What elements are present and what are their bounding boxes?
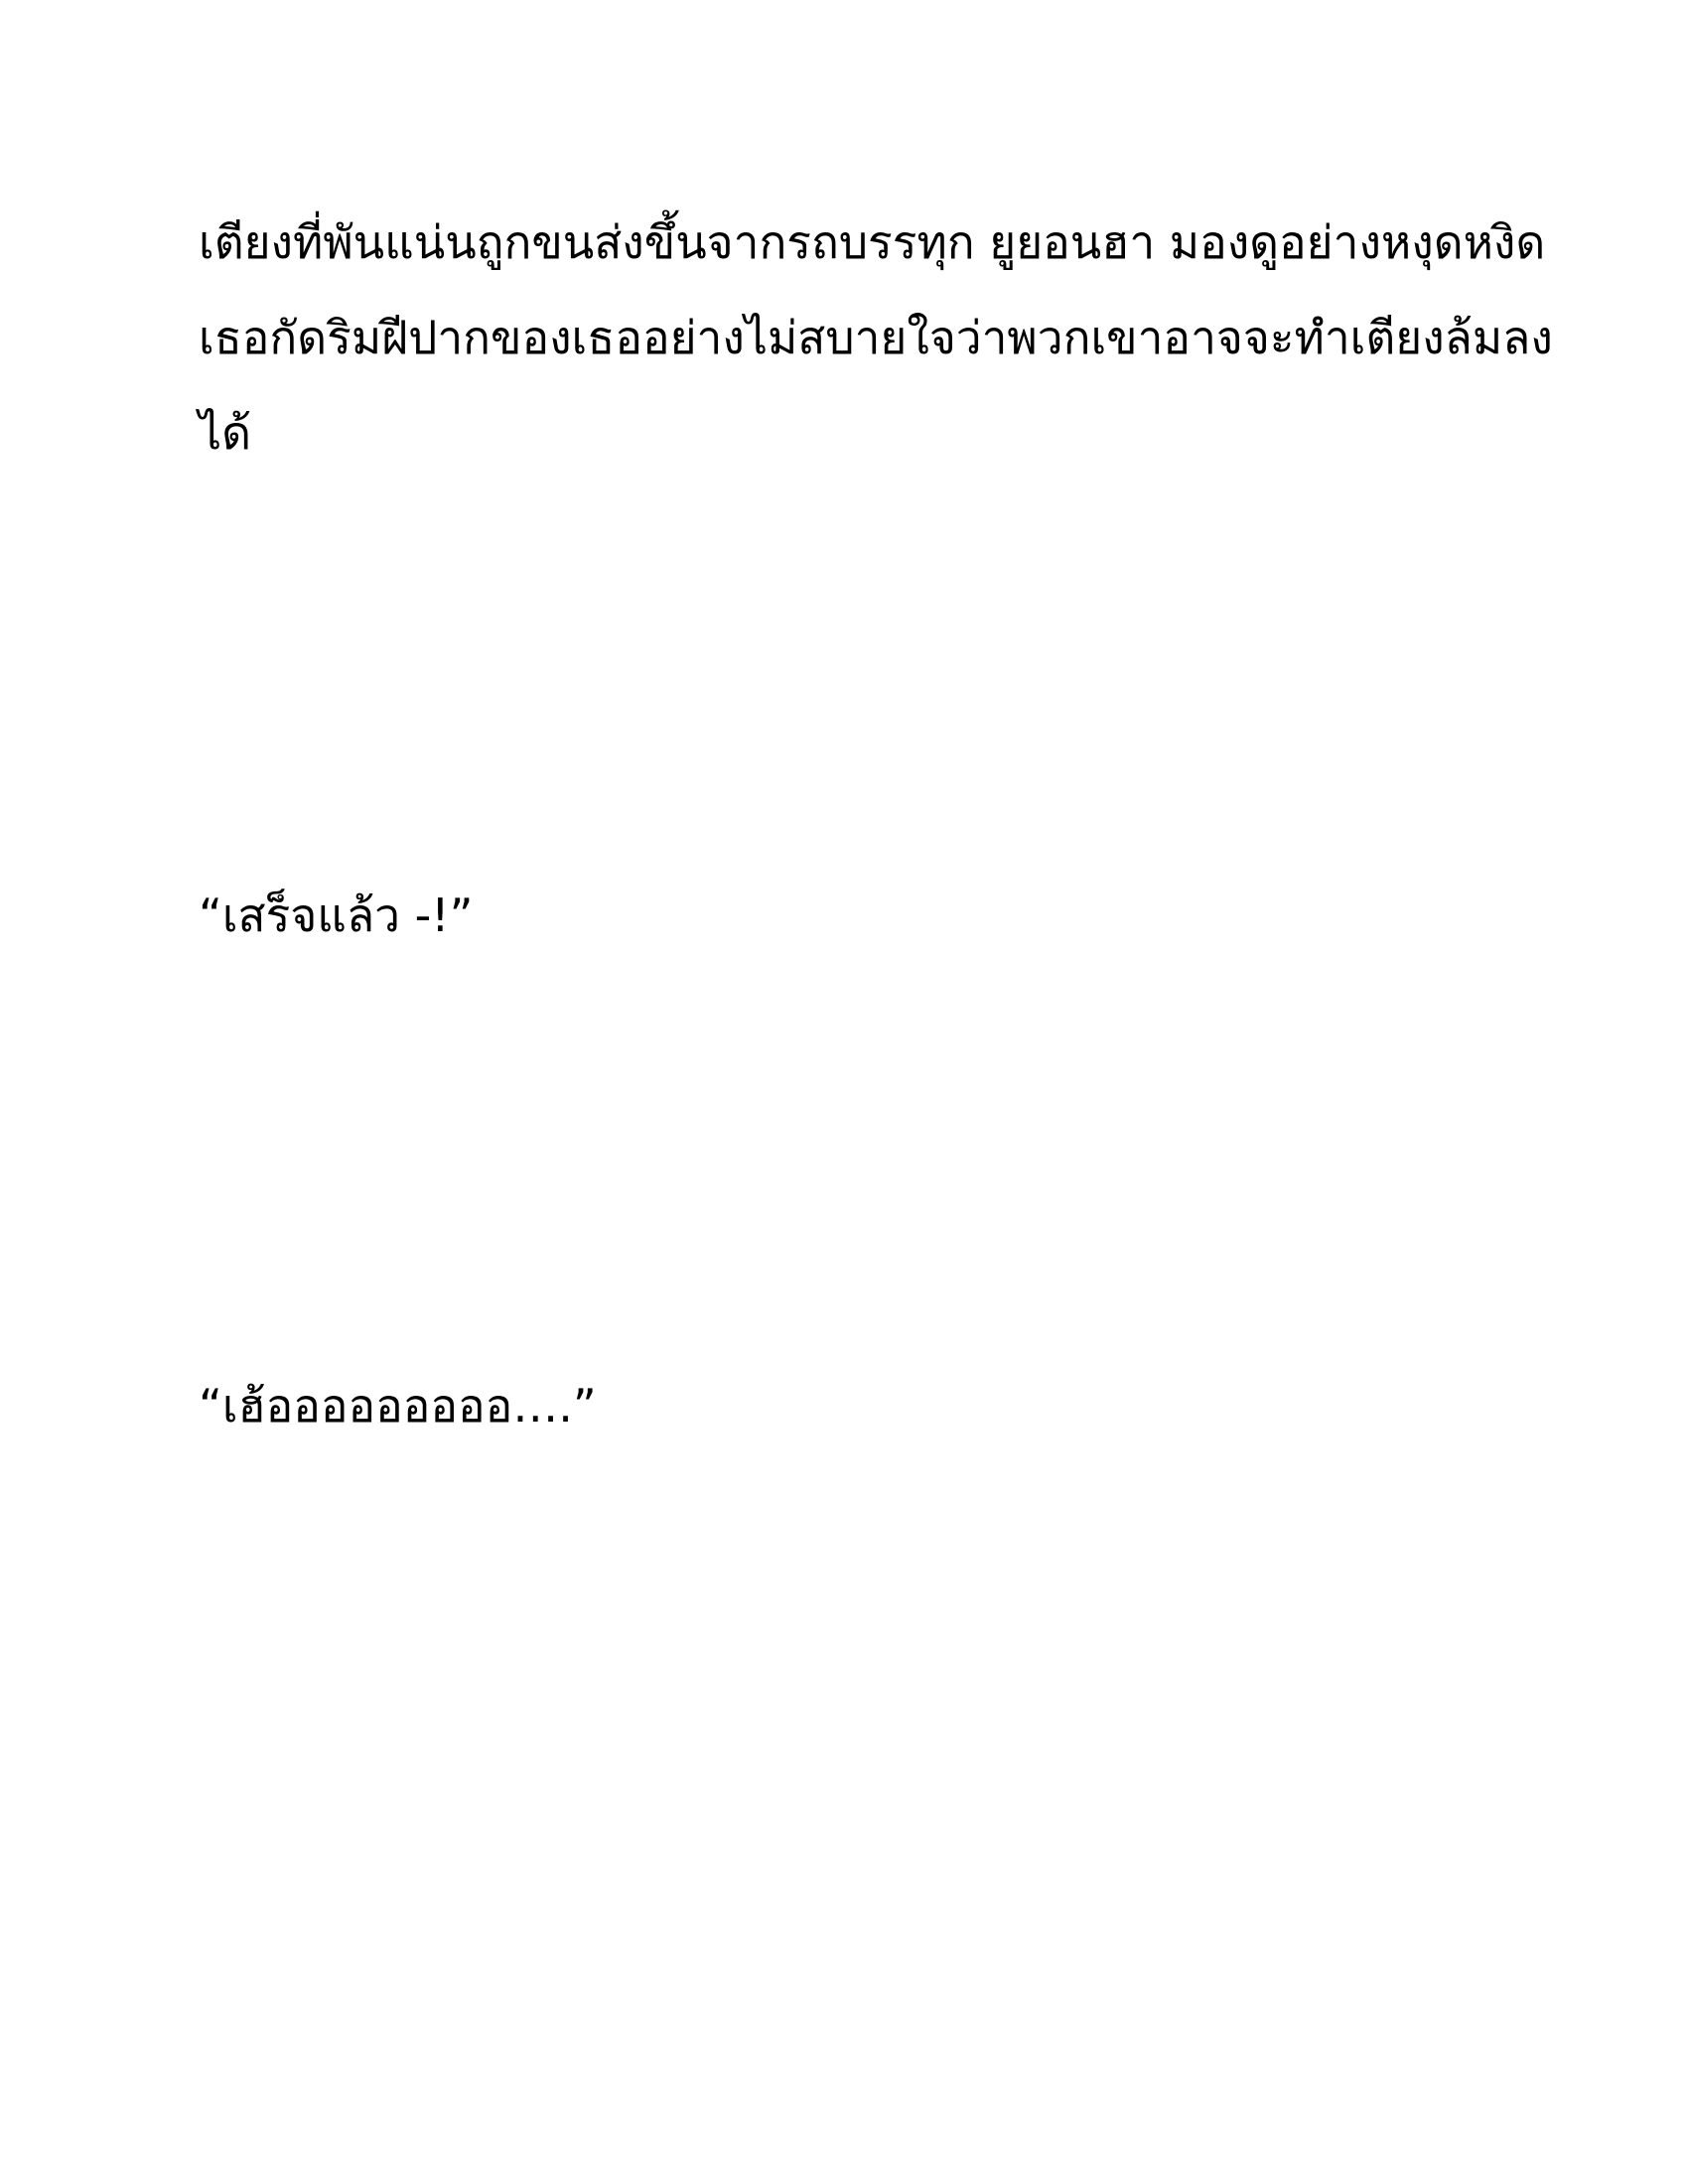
- dialogue-line: “เฮ้อออออออออ….”: [199, 1379, 597, 1433]
- dialogue-paragraph: [199, 868, 1489, 963]
- paragraph-line: ได้: [199, 406, 252, 460]
- narration-paragraph: [199, 195, 1553, 480]
- dialogue-line: “เสร็จแล้ว -!”: [199, 888, 474, 942]
- paragraph-line: เตียงที่พันแน่นถูกขนส่งขึ้นจากรถบรรทุก ยูยอนฮา มองดูอย่างหงุดหงิด: [199, 215, 1546, 269]
- dialogue-paragraph: [199, 1358, 1489, 1453]
- paragraph-line: เธอกัดริมฝีปากของเธออย่างไม่สบายใจว่าพวกเขาอาจจะทำเตียงล้มลง: [199, 311, 1553, 364]
